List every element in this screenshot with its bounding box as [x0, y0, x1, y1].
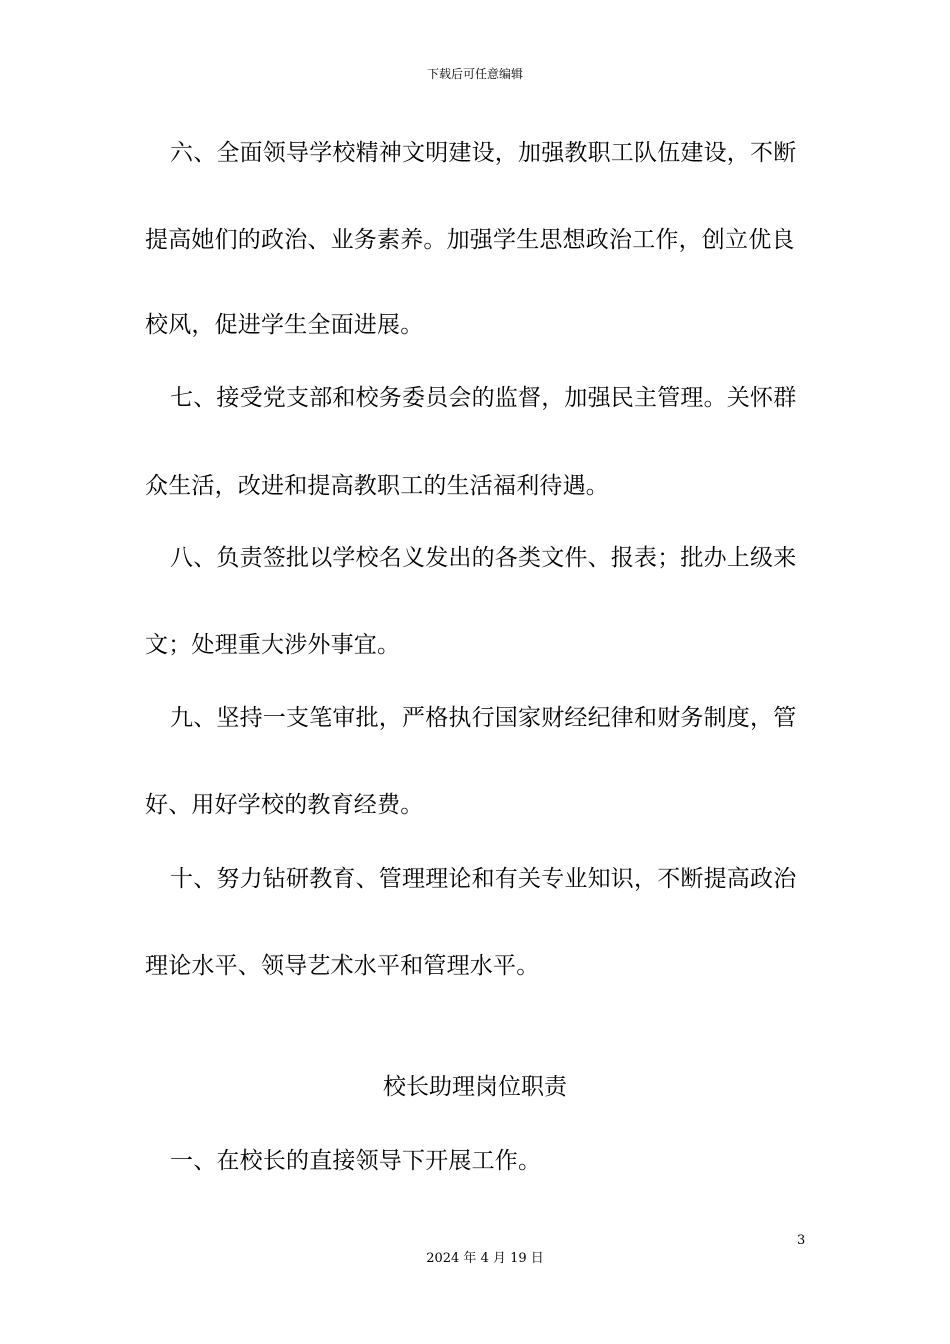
page-number: 3 — [797, 1233, 806, 1248]
paragraph-6-line-3: 校风，促进学生全面进展。 — [145, 312, 424, 338]
paragraph-8-line-2: 文；处理重大涉外事宜。 — [145, 632, 401, 658]
paragraph-6-line-2: 提高她们的政治、业务素养。加强学生思想政治工作，创立优良 — [145, 227, 795, 253]
section-item-1: 一、在校长的直接领导下开展工作。 — [170, 1148, 542, 1174]
paragraph-8-line-1: 八、负责签批以学校名义发出的各类文件、报表；批办上级来 — [170, 545, 797, 571]
paragraph-7-line-2: 众生活，改进和提高教职工的生活福利待遇。 — [145, 473, 609, 499]
footer-date: 2024 年 4 月 19 日 — [426, 1251, 544, 1266]
paragraph-7-line-1: 七、接受党支部和校务委员会的监督，加强民主管理。关怀群 — [170, 385, 797, 411]
paragraph-9-line-1: 九、坚持一支笔审批，严格执行国家财经纪律和财务制度，管 — [170, 705, 797, 731]
paragraph-10-line-2: 理论水平、领导艺术水平和管理水平。 — [145, 953, 540, 979]
header-note: 下载后可任意编辑 — [426, 67, 523, 81]
section-title: 校长助理岗位职责 — [383, 1074, 567, 1100]
paragraph-10-line-1: 十、努力钻研教育、管理理论和有关专业知识，不断提高政治 — [170, 866, 797, 892]
paragraph-9-line-2: 好、用好学校的教育经费。 — [145, 792, 424, 818]
paragraph-6-line-1: 六、全面领导学校精神文明建设，加强教职工队伍建设，不断 — [170, 140, 797, 166]
